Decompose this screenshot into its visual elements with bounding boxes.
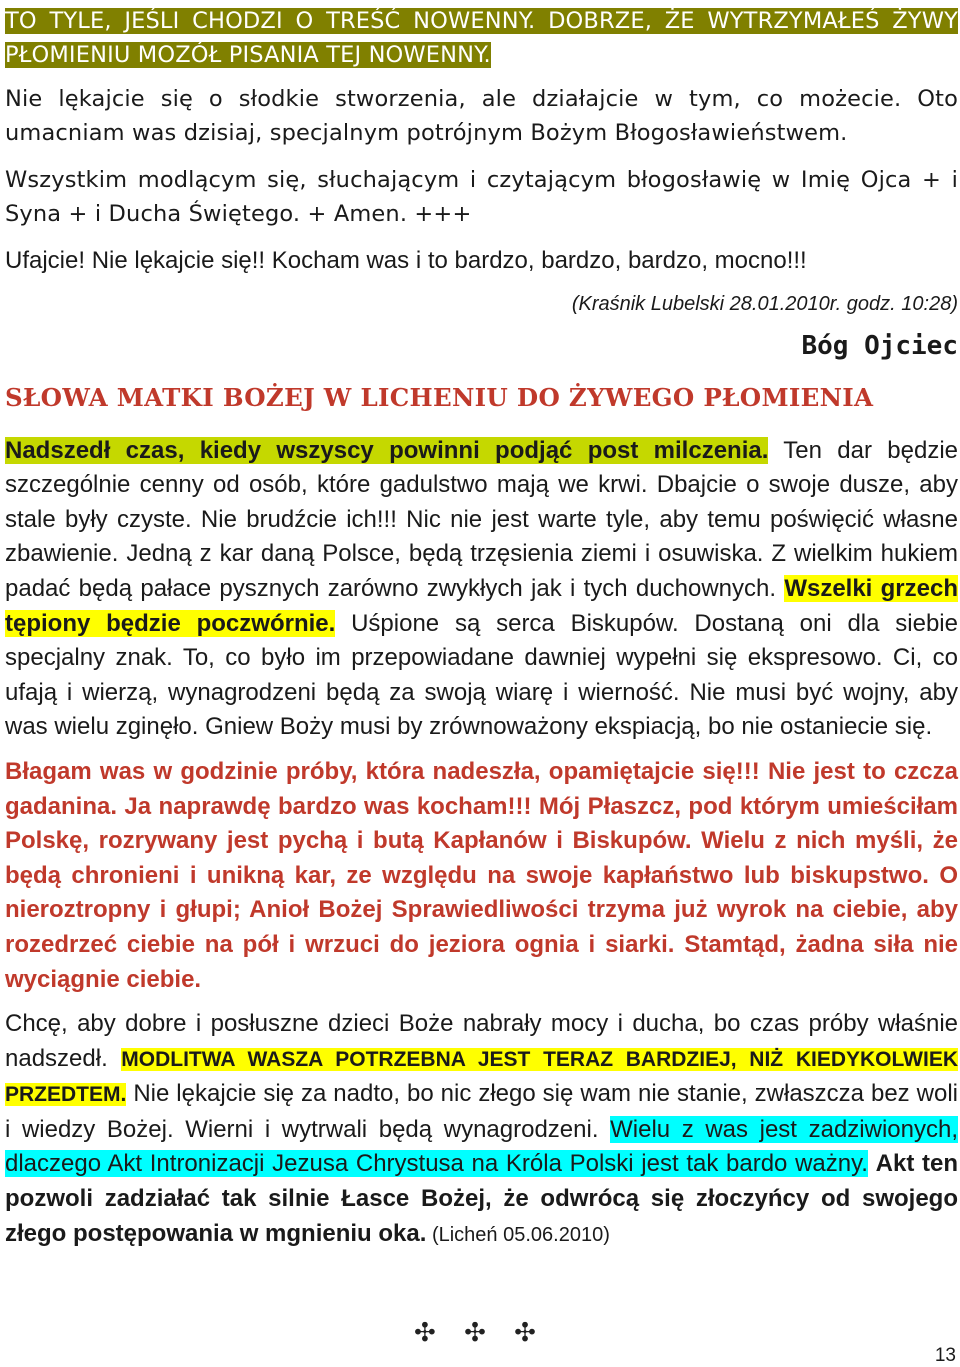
intro-highlight-text: TO TYLE, JEŚLI CHODZI O TREŚĆ NOWENNY. DOBRZE, ŻE WYTRZYMAŁEŚ ŻYWY PŁOMIENIU MOZÓŁ PISANIA TEJ NOWENNY.	[5, 8, 958, 68]
p3-text-1: Chcę, aby dobre i posłuszne dzieci Boże nabrały mocy i ducha, bo czas próby właśnie nadszedł.	[5, 1010, 958, 1072]
page-number: 13	[934, 1345, 956, 1366]
p1-text-2: Uśpione są serca Biskupów. Dostaną oni dla siebie specjalny znak. To, co było im przepowiadane dawniej wypełni się ekspresowo. Ci, co ufają i wierzą, wynagrodzeni będą za swoją wiarę i wierność. Nie musi być wojny, aby was wielu zginęło. Gniew Boży musi by zrównoważony ekspiacją, bo nie ostaniecie się.	[5, 609, 958, 741]
intro-paragraph-2: Wszystkim modlącym się, słuchającym i czytającym błogosławię w Imię Ojca + i Syna + i Ducha Świętego. + Amen. +++	[5, 167, 958, 227]
section-heading: SŁOWA MATKI BOŻEJ W LICHENIU DO ŻYWEGO PŁOMIENIA	[5, 382, 874, 412]
p1-text-1: Ten dar będzie szczególnie cenny od osób, które gadulstwo mają we krwi. Dbajcie o swoje dusze, aby stale były czyste. Nie brudźcie ich!!! Nic nie jest warte tyle, aby temu poświęcić własne zbawienie. Jedną z kar daną Polsce, będą trzęsienia ziemi i osuwiska. Z wielkim hukiem padać będą pałace pysznych zarówno zwykłych jak i tych duchownych.	[5, 436, 958, 602]
p3-text-2: Nie lękajcie się za nadto, bo nic złego się wam nie stanie, zwłaszcza bez woli i wiedzy Bożej. Wierni i wytrwali będą wynagrodzeni.	[5, 1080, 958, 1143]
intro-paragraph-1: Nie lękajcie się o słodkie stworzenia, ale działajcie w tym, co możecie. Oto umacniam was dzisiaj, specjalnym potrójnym Bożym Błogosławieństwem.	[5, 86, 958, 146]
intro-highlight-paragraph	[5, 4, 958, 72]
section-paragraph-2: Błagam was w godzinie próby, która nadeszła, opamiętajcie się!!! Nie jest to czcza gadanina. Ja naprawdę bardzo was kocham!!! Mój Płaszcz, pod którym umieściłam Polskę, rozrywany jest pychą i butą Kapłanów i Biskupów. Wielu z nich myśli, że będą chronieni i unikną kar, ze względu na swoje kapłaństwo lub biskupstwo. O nieroztropny i głupi; Anioł Bożej Sprawiedliwości trzyma już wyrok na ciebie, aby rozedrzeć ciebie na pół i wrzuci do jeziora ognia i siarki. Stamtąd, żadna siła nie wyciągnie ciebie.	[5, 757, 958, 993]
lead-highlight: Nadszedł czas, kiedy wszyscy powinni podjąć post milczenia.	[5, 436, 769, 464]
footer-stars-ornament: ✣ ✣ ✣	[414, 1318, 546, 1348]
p3-space	[868, 1150, 876, 1177]
p1-highlight: Wszelki grzech tępiony będzie poczwórnie.	[5, 574, 958, 637]
place-date: (Kraśnik Lubelski 28.01.2010r. godz. 10:28)	[571, 292, 958, 315]
signature: Bóg Ojciec	[801, 330, 958, 361]
p3-bold-end: Akt ten pozwoli zadziałać tak silnie Łasce Bożej, że odwrócą się złoczyńcy od swojego złego postępowania w mgnieniu oka.	[5, 1150, 958, 1247]
section-paragraph-1	[5, 434, 958, 745]
document-page	[5, 4, 958, 1252]
p3-citation: (Licheń 05.06.2010)	[426, 1223, 610, 1246]
p3-cyan-highlight: Wielu z was jest zadziwionych, dlaczego Akt Intronizacji Jezusa Chrystusa na Króla Polski jest tak bardo ważny.	[5, 1115, 958, 1178]
section-paragraph-3	[5, 1007, 958, 1252]
p3-caps-highlight: MODLITWA WASZA POTRZEBNA JEST TERAZ BARDZIEJ, NIŻ KIEDYKOLWIEK PRZEDTEM.	[5, 1047, 959, 1107]
intro-paragraph-3: Ufajcie! Nie lękajcie się!! Kocham was i to bardzo, bardzo, bardzo, mocno!!!	[5, 247, 807, 274]
